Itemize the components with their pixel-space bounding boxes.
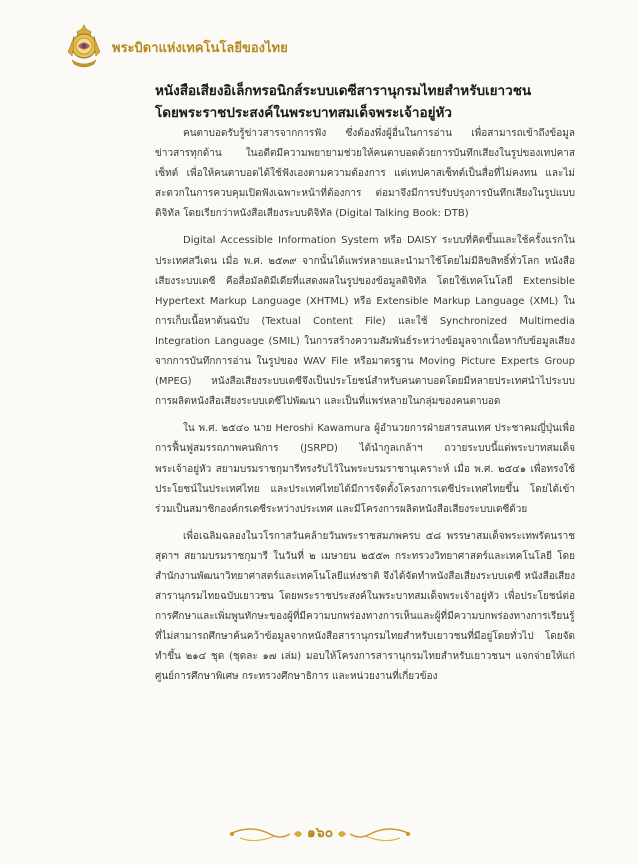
article-title-line-1: หนังสือเสียงอิเล็กทรอนิกส์ระบบเดซีสารานุกรมไทยสำหรับเยาวชน: [155, 83, 532, 99]
article-body: [155, 124, 575, 695]
royal-emblem-icon: [62, 22, 106, 70]
article-title-line-2: โดยพระราชประสงค์ในพระบาทสมเด็จพระเจ้าอยู่หัว: [155, 105, 452, 121]
page-footer: [220, 818, 420, 848]
paragraph: Digital Accessible Information System หรือ DAISY ระบบที่คิดขึ้นและใช้ครั้งแรกในประเทศสวีเดน เมื่อ พ.ศ. ๒๕๓๙ จากนั้นได้แพร่หลายและนำมาใช้โดยไม่มีลิขสิทธิ์ทั่วโลก หนังสือเสียงระบบเดซี คือสื่อมัลติมีเดียที่แสดงผลในรูปของข้อมูลดิจิทัล โดยใช้เทคโนโลยี Extensible Hypertext Markup Language (XHTML) หรือ Extensible Markup Language (XML) ในการเก็บเนื้อหาต้นฉบับ (Textual Content File) และใช้ Synchronized Multimedia Integration Language (SMIL) ในการสร้างความสัมพันธ์ระหว่างข้อมูลจากเนื้อหากับข้อมูลเสียงจากการบันทึกการอ่าน ในรูปของ WAV File หรือมาตรฐาน Moving Picture Experts Group (MPEG) หนังสือเสียงระบบเดซีจึงเป็นประโยชน์สำหรับคนตาบอดโดยมีหลายประเทศนำไประบบการผลิตหนังสือเสียงระบบเดซีไปพัฒนา และเป็นที่แพร่หลายในกลุ่มของคนตาบอด: [155, 235, 575, 408]
header-title: พระบิดาแห่งเทคโนโลยีของไทย: [112, 41, 288, 56]
paragraph: คนตาบอดรับรู้ข่าวสารจากการฟัง ซึ่งต้องพึ่งผู้อื่นในการอ่าน เพื่อสามารถเข้าถึงข้อมูลข่าวสารทุกด้าน ในอดีตมีความพยายามช่วยให้คนตาบอดด้วยการบันทึกเสียงในรูปของเทปคาสเซ็ทต์ เพื่อให้คนตาบอดได้ใช้ฟังเองตามความต้องการ แต่เทปคาสเซ็ทต์เป็นสื่อที่ไม่คงทน และไม่สะดวกในการควบคุมเปิดฟังเฉพาะหน้าที่ต้องการ ต่อมาจึงมีการปรับปรุงการบันทึกเสียงในรูปแบบดิจิทัล โดยเรียกว่าหนังสือเสียงระบบดิจิทัล (Digital Talking Book: DTB): [155, 128, 575, 220]
article-title: [155, 80, 575, 124]
paragraph: เพื่อเฉลิมฉลองในวโรกาสวันคล้ายวันพระราชสมภพครบ ๕๘ พรรษาสมเด็จพระเทพรัตนราชสุดาฯ สยามบรมราชกุมารี ในวันที่ ๒ เมษายน ๒๕๕๓ กระทรวงวิทยาศาสตร์และเทคโนโลยี โดยสำนักงานพัฒนาวิทยาศาสตร์และเทคโนโลยีแห่งชาติ จึงได้จัดทำหนังสือเสียงระบบเดซี หนังสือเสียงสารานุกรมไทยฉบับเยาวชน โดยพระราชประสงค์ในพระบาทสมเด็จพระเจ้าอยู่หัว เพื่อประโยชน์ต่อการศึกษาและเพิ่มพูนทักษะของผู้ที่มีความบกพร่องทางการเห็นและผู้ที่มีความบกพร่องทางการเรียนรู้ ที่ไม่สามารถศึกษาค้นคว้าข้อมูลจากหนังสือสารานุกรมไทยสำหรับเยาวชนที่มีอยู่โดยทั่วไป โดยจัดทำขึ้น ๒๑๔ ชุด (ชุดละ ๑๗ เล่ม) มอบให้โครงการสารานุกรมไทยสำหรับเยาวชนฯ แจกจ่ายให้แก่ศูนย์การศึกษาพิเศษ กระทรวงศึกษาธิการ และหน่วยงานที่เกี่ยวข้อง: [155, 530, 575, 683]
paragraph: ใน พ.ศ. ๒๕๔๐ นาย Heroshi Kawamura ผู้อำนวยการฝ่ายสารสนเทศ ประชาคมญี่ปุ่นเพื่อการฟื้นฟูสมรรถภาพคนพิการ (JSRPD) ได้นำกูลเกล้าฯ ถวายระบบนี้แด่พระบาทสมเด็จพระเจ้าอยู่หัว สยามบรมราชกุมารีทรงรับไว้ในพระบรมราชานุเคราะห์ เมื่อ พ.ศ. ๒๕๔๑ เพื่อทรงใช้ประโยชน์ในประเทศไทย และประเทศไทยได้มีการจัดตั้งโครงการเดซีประเทศไทยขึ้น โดยได้เข้าร่วมเป็นสมาชิกองค์กรเดซีระหว่างประเทศ และมีโครงการผลิตหนังสือเสียงระบบเดซีด้วย: [155, 423, 575, 515]
page-header: [62, 22, 462, 70]
page-number: ๑๖๐: [306, 825, 334, 841]
